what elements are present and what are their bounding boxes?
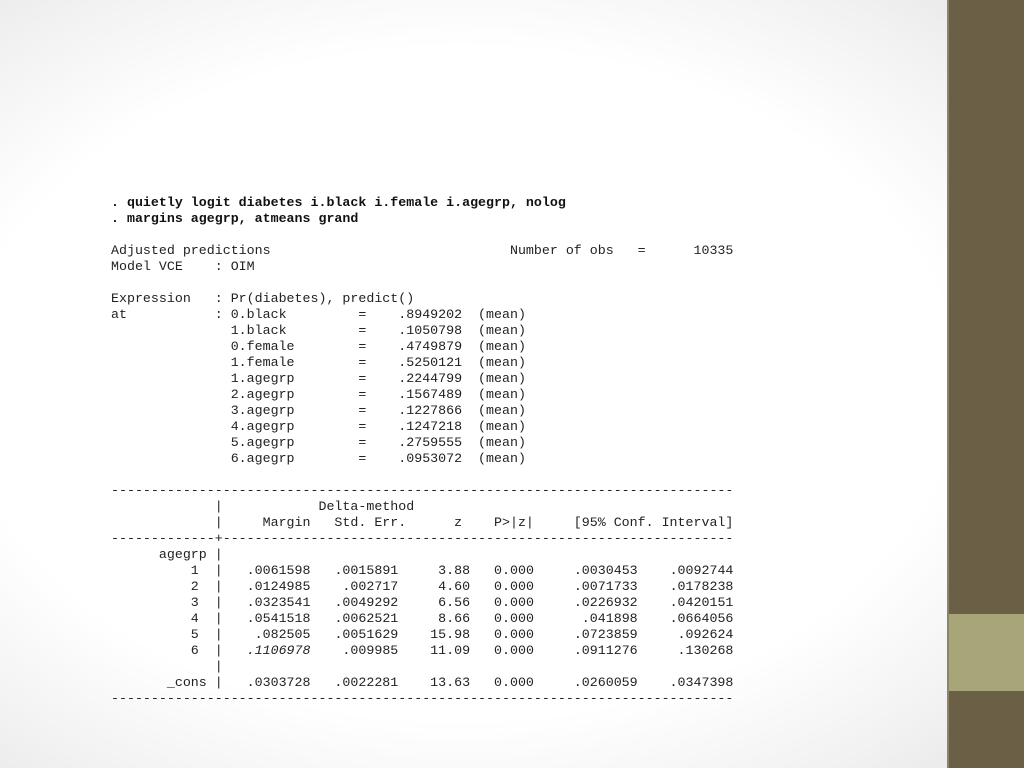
row-prefix: 5 |	[111, 627, 255, 642]
row-margin: .0124985	[246, 579, 311, 594]
table-row	[111, 627, 781, 643]
table-row	[111, 611, 781, 627]
table-row	[111, 579, 781, 595]
row-values: .0049292 6.56 0.000 .0226932 .0420151	[310, 595, 734, 610]
at-value-line: 2.agegrp = .1567489 (mean)	[111, 387, 526, 402]
blank-line	[111, 467, 781, 483]
at-value-line: 0.female = .4749879 (mean)	[111, 339, 526, 354]
table-header-delta-method: | Delta-method	[111, 499, 415, 514]
at-value-line: 3.agegrp = .1227866 (mean)	[111, 403, 526, 418]
table-rule-top: ------------------------------------------------------------------------------	[111, 483, 734, 498]
table-row	[111, 643, 781, 659]
at-value-line: 1.black = .1050798 (mean)	[111, 323, 526, 338]
sidebar-band-bottom	[947, 691, 1024, 768]
row-margin: .0061598	[246, 563, 311, 578]
at-value-line: 6.agegrp = .0953072 (mean)	[111, 451, 526, 466]
at-value-line: at : 0.black = .8949202 (mean)	[111, 307, 526, 322]
expression-line: Expression : Pr(diabetes), predict()	[111, 291, 415, 306]
stata-output	[111, 195, 781, 707]
command-line-margins: . margins agegrp, atmeans grand	[111, 211, 359, 226]
table-blank-row: |	[111, 659, 223, 674]
slide-sidebar	[947, 0, 1024, 768]
row-values: .009985 11.09 0.000 .0911276 .130268	[310, 643, 734, 658]
table-rule-mid: -------------+----------------------------------------------------------------	[111, 531, 734, 546]
row-prefix: 1 |	[111, 563, 247, 578]
row-values: .0015891 3.88 0.000 .0030453 .0092744	[310, 563, 734, 578]
row-margin: .082505	[254, 627, 311, 642]
sidebar-band-top	[947, 0, 1024, 614]
at-value-line: 4.agegrp = .1247218 (mean)	[111, 419, 526, 434]
table-group-label: agegrp |	[111, 547, 223, 562]
table-rule-bottom: ------------------------------------------------------------------------------	[111, 691, 734, 706]
row-values: .002717 4.60 0.000 .0071733 .0178238	[310, 579, 734, 594]
row-prefix: 6 |	[111, 643, 247, 658]
at-value-line: 5.agegrp = .2759555 (mean)	[111, 435, 526, 450]
blank-line	[111, 227, 781, 243]
at-value-line: 1.female = .5250121 (mean)	[111, 355, 526, 370]
adjusted-predictions-line: Adjusted predictions Number of obs = 10335	[111, 243, 734, 258]
table-row	[111, 563, 781, 579]
row-prefix: 3 |	[111, 595, 247, 610]
table-row	[111, 595, 781, 611]
at-value-line: 1.agegrp = .2244799 (mean)	[111, 371, 526, 386]
row-margin: .0323541	[246, 595, 311, 610]
table-header-columns: | Margin Std. Err. z P>|z| [95% Conf. Interval]	[111, 515, 734, 530]
command-line-logit: . quietly logit diabetes i.black i.female i.agegrp, nolog	[111, 195, 566, 210]
row-values: .0051629 15.98 0.000 .0723859 .092624	[310, 627, 734, 642]
table-cons-row: _cons | .0303728 .0022281 13.63 0.000 .0260059 .0347398	[111, 675, 734, 690]
model-vce-line: Model VCE : OIM	[111, 259, 255, 274]
sidebar-band-accent	[947, 614, 1024, 691]
row-margin: .0541518	[246, 611, 311, 626]
row-values: .0062521 8.66 0.000 .041898 .0664056	[310, 611, 734, 626]
row-prefix: 2 |	[111, 579, 247, 594]
row-prefix: 4 |	[111, 611, 247, 626]
sidebar-edge	[947, 0, 949, 768]
blank-line	[111, 275, 781, 291]
row-margin-italic: .1106978	[246, 643, 311, 658]
